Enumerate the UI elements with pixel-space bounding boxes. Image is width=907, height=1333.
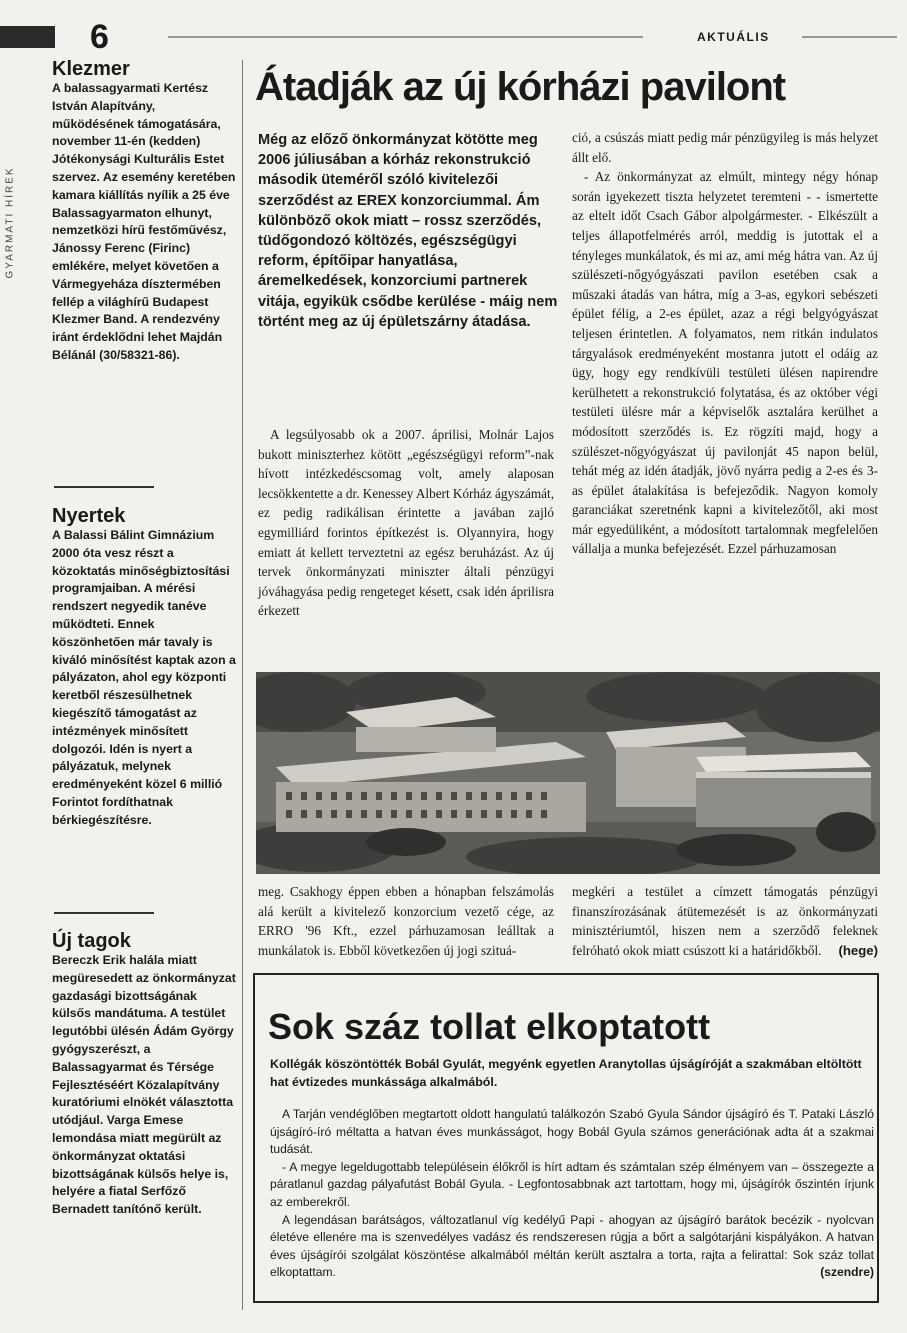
brief-text: A balassagyarmati Kertész István Alapítvány, működésének támogatására, november 11-én (kedden) Jótékonysági Kulturális Estet szervez. Az esemény keretében kamara kiállítás nyílik a 25 éve Balassagyarmaton elhunyt, nemzetközi hírű festőművész, Jánossy Ferenc (Firinc) emlékére, melyet követően a Vármegyeháza dísztermében fellép a világhírű Budapest Klezmer Band. A rendezvény iránt érdeklődni lehet Majdán Bélánál (30/58321-86). bbox=[52, 81, 236, 362]
article-column-3-top bbox=[572, 128, 878, 559]
hospital-photo-image bbox=[256, 672, 880, 874]
article-paragraph: meg. Csakhogy éppen ebben a hónapban felszámolás alá került a kivitelező konzorcium vezető cége, az ERRO '96 Kft., ezzel párhuzamosan leálltak a munkálatok is. Ebből következően új jogi szituá- bbox=[258, 884, 554, 958]
boxed-article-headline: Sok száz tollat elkoptatott bbox=[268, 1006, 711, 1047]
hospital-aerial-photo bbox=[256, 672, 880, 874]
article-column-3-bottom bbox=[572, 882, 878, 960]
page-header-block bbox=[0, 26, 55, 48]
vertical-label-text: GYARMATI HÍREK bbox=[4, 166, 16, 279]
brief-separator bbox=[54, 486, 154, 488]
article-paragraph-text: megkéri a testület a címzett támogatás pénzügyi finanszírozásának átütemezését is az önkormányzati minisztériumtól, hiszen nem a szerződő feleknek felróható okok miatt csúszott ki a határidőkből. bbox=[572, 884, 878, 958]
vertical-publication-label bbox=[3, 130, 17, 280]
boxed-paragraph: A Tarján vendéglőben megtartott oldott hangulatú találkozón Szabó Gyula Sándor újságíró és T. Pataki László újságíró-író méltatta a hatvan éves munkásságot, hogy Bobál Gyula számos generációnak adta át a szakmai tudását. bbox=[270, 1107, 874, 1157]
article-signature: (hege) bbox=[838, 942, 878, 958]
article-paragraph: - Az önkormányzat az elmúlt, mintegy négy hónap során igyekezett tiszta helyzetet teremteni - - ismertette az eltelt időt Csach Gábor alpolgármester. - Elkészült a teljes állapotfelmérés arról, meddig is jutottak el a tényleges munkálatok, és mi az, ami még hátra van. Az új szülészeti-nőgyógyászati pavilon esetében csak a műszaki átadás van hátra, míg a 3-as, egykori sebészeti épület félig, a 2-es épület, azaz a régi belgyógyászat teljesen érintetlen. A folyamatos, nem ritkán indulatos tárgyalások eredményeként mostanra jutott el odáig az ügy, hogy egy rendkívüli testületi ülésen napirendre kerülhetett a rekonstrukció folytatása, és az október végi testületi ülésre már a képviselők asztalára kerülhet a módosított szerződés is. Ez rögzíti majd, hogy a szülészet-nőgyógyászat új pavilonját 45 napon belül, tehát még az idén átadják, jövő nyárra pedig a 2-es és 3-as épület átalakítása is befejeződik. Nagyon komoly garanciákat szeretnénk kapni a kivitelezőtől, aki most már egyedüliként, a módosított tartalomnak megfelelően vállalja a munka befejezését. Ezzel párhuzamosan bbox=[572, 169, 878, 557]
header-rule bbox=[168, 36, 643, 38]
brief-text: Bereczk Erik halála miatt megüresedett az önkormányzat gazdasági bizottságának külsős mandátuma. A testület legutóbbi ülésén Ádám György gyógyszerészt, a Balassagyarmat és Térsége Fejlesztéséért Közalapítvány kuratóriumi elnökét választotta utódjául. Varga Emese lemondása miatt megürült az önkormányzat oktatási bizottságának külsős helye is, helyére a fiatal Serfőző Bernadett tanítónő került. bbox=[52, 953, 236, 1217]
column-divider bbox=[242, 60, 243, 1310]
brief-text: A Balassi Bálint Gimnázium 2000 óta vesz részt a közoktatás minőségbiztosítási programjaiban. A mérési rendszert negyedik tanéve működteti. Ennek köszönhetően már tavaly is kiváló minősítést kaptak azon a pályázaton, ahol egy központi keretből részesülhetnek kiegészítő támogatást az intézmények minősített dolgozói. Idén is nyert a pályázatuk, melynek eredményeként közel 6 millió Forintot fordíthatnak bérkiegészítésre. bbox=[52, 528, 236, 827]
article-column-2-bottom bbox=[258, 882, 554, 960]
article-lead: Még az előző önkormányzat kötötte meg 2006 júliusában a kórház rekonstrukció második üteméről szóló kivitelezői szerződést az EREX konzorciummal. Ám különböző okok miatt – rossz szerződés, tüdőgondozó költözés, egészségügyi reform, építőipar hanyatlása, áremelkedések, konzorciumi partnerek vitája, egyikük csődbe kerülése - máig nem történt meg az új épületszárny átadása. bbox=[258, 132, 558, 330]
boxed-paragraph bbox=[270, 1212, 874, 1282]
boxed-article-body bbox=[270, 1106, 874, 1282]
news-brief-uj-tagok bbox=[52, 930, 238, 1219]
page-number: 6 bbox=[90, 18, 109, 56]
news-brief-klezmer bbox=[52, 58, 238, 365]
boxed-paragraph: - A megye legeldugottabb településein élőkről is hírt adtam és számtalan szép élményem van – összegezte a páratlanul gazdag pályafutást Bobál Gyula. - Legfontosabbnak azt tartottam, hogy mi, újságírók őszintén írjunk az emberekről. bbox=[270, 1159, 874, 1209]
article-headline: Átadják az új kórházi pavilont bbox=[255, 65, 786, 109]
article-paragraph: ció, a csúszás miatt pedig már pénzügyileg is más helyzet állt elő. bbox=[572, 130, 878, 165]
boxed-article-lead: Kollégák köszöntötték Bobál Gyulát, megyénk egyetlen Aranytollas újságíróját a szakmában eltöltött hat évtizedes munkássága alkalmából. bbox=[270, 1057, 862, 1089]
header-rule-right bbox=[802, 36, 897, 38]
article-column-2-top bbox=[258, 425, 554, 621]
boxed-signature: (szendre) bbox=[820, 1265, 874, 1280]
article-paragraph bbox=[572, 882, 878, 960]
boxed-paragraph-text: A legendásan barátságos, változatlanul víg kedélyű Papi - ahogyan az újságíró barátok becézik - nyolcvan életéve ellenére ma is szenvedélyes vadász és rendszeresen rúgja a bőrt a salgótarjáni kispályákon. A hatvan éves újságírói szolgálat köszöntése alkalmából méltán került asztalra a torta, rajta a felirattal: Sok száz tollat elkoptattam. bbox=[270, 1212, 874, 1280]
brief-title: Új tagok bbox=[52, 930, 131, 952]
brief-title: Nyertek bbox=[52, 505, 126, 527]
article-paragraph: A legsúlyosabb ok a 2007. áprilisi, Molnár Lajos bukott miniszterhez kötött „egészségügyi reform”-nak hívott intézkedéscsomag volt, amely alaposan lecsökkentette a dr. Kenessey Albert Kórház ágyszámát, ez pedig radikálisan érintette a javában zajló egymilliárd forintos építkezést is. Olyannyira, hogy emiatt át kellett terveztetni az egész beruházást. Az új tervek önkormányzati miniszter általi pénzügyi jóváhagyása pedig rengeteget késett, csak idén áprilisra érkezett bbox=[258, 427, 554, 619]
brief-separator bbox=[54, 912, 154, 914]
news-brief-nyertek bbox=[52, 505, 238, 830]
section-title: AKTUÁLIS bbox=[697, 30, 770, 44]
brief-title: Klezmer bbox=[52, 58, 130, 80]
